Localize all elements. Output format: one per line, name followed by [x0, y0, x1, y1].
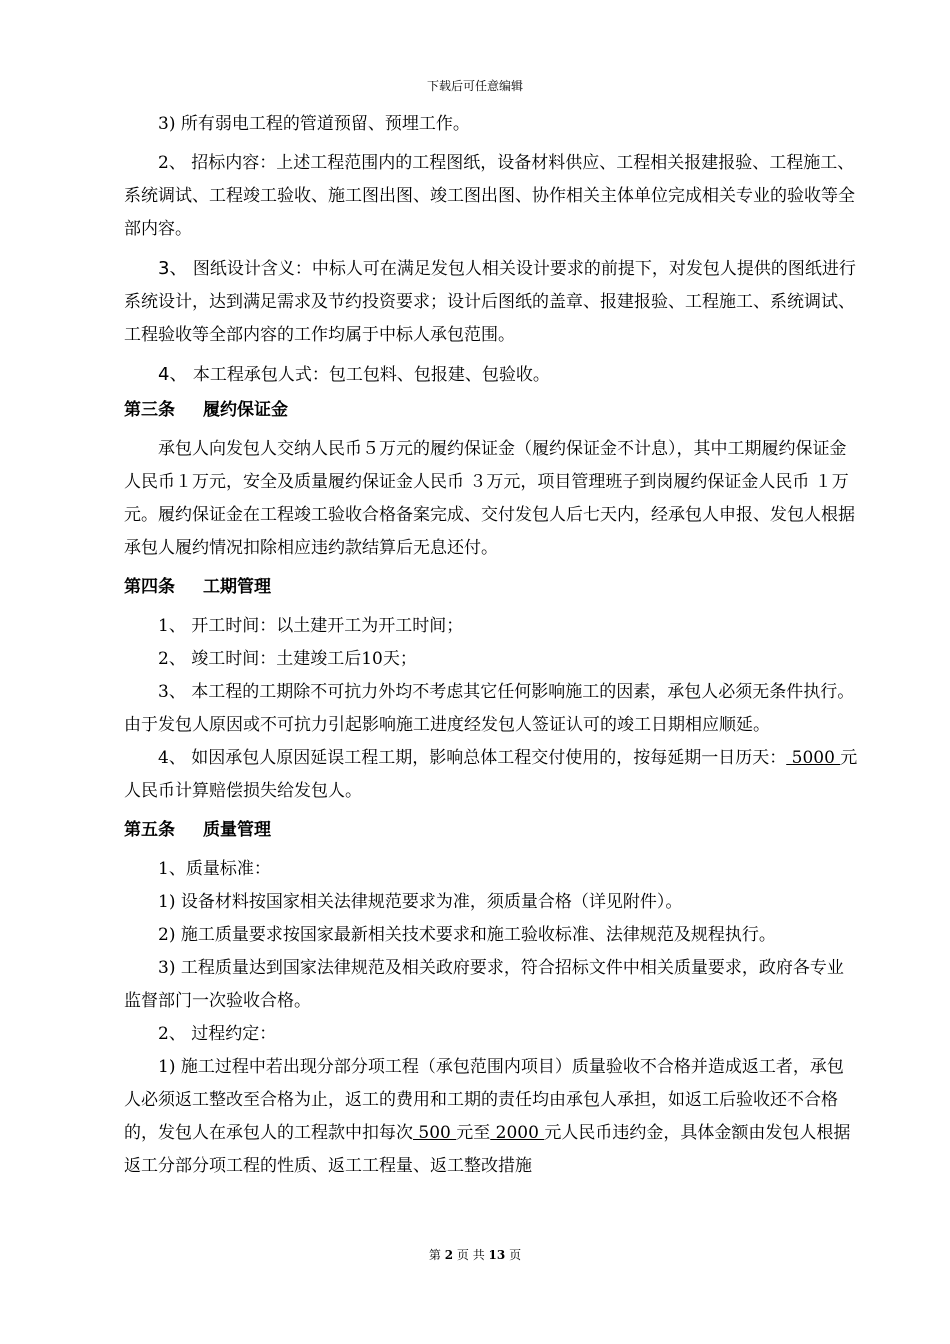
clause-3-paragraph: 承包人向发包人交纳人民币５万元的履约保证金（履约保证金不计息），其中工期履约保证金人民币１万元，安全及质量履约保证金人民币 ３万元，项目管理班子到岗履约保证金人民币 １万元。履约保证金在工程竣工验收合格备案完成、交付发包人后七天内，经承包人申报、发包人根据承包人履约情况扣除相应违约款结算后无息还付。: [124, 439, 855, 558]
clause-2-item-3-sub: 3) 所有弱电工程的管道预留、预埋工作。: [158, 114, 470, 134]
item-text: 1) 施工过程中若出现分部分项工程（承包范围内项目）质量验收不合格并造成返工者，承包人必须返工整改至合格为止，返工的费用和工期的责任均由承包人承担，如返工后验收还不合格的，发包人在承包人的工程款中扣每次: [124, 1057, 844, 1143]
item-text: 元人民币违约金，具体金额由发包人根据返工分部分项工程的性质、返工工程量、返工整改措施: [124, 1123, 851, 1176]
clause-2-item-4: [124, 358, 860, 392]
footer-text: 页 共: [453, 1248, 489, 1262]
clause-label: 第三条: [124, 400, 175, 420]
item-text: 图纸设计含义：中标人可在满足发包人相关设计要求的前提下，对发包人提供的图纸进行系统设计，达到满足需求及节约投资要求；设计后图纸的盖章、报建报验、工程施工、系统调试、工程验收等全部内容的工作均属于中标人承包范围。: [124, 259, 856, 345]
penalty-max-amount: 2000: [490, 1123, 545, 1143]
page-header: 下载后可任意编辑: [426, 79, 523, 93]
clause-4-item-4: [124, 742, 860, 808]
footer-text: 页: [505, 1248, 522, 1262]
clause-4-item-3: 3、 本工程的工期除不可抗力外均不考虑其它任何影响施工的因素，承包人必须无条件执行。由于发包人原因或不可抗力引起影响施工进度经发包人签证认可的竣工日期相应顺延。: [124, 682, 855, 735]
item-number: 4、: [158, 364, 188, 385]
clause-5-item-1-1: 1) 设备材料按国家相关法律规范要求为准，须质量合格（详见附件）。: [158, 892, 683, 912]
item-text: 本工程承包人式：包工包料、包报建、包验收。: [187, 365, 550, 385]
clause-title: 质量管理: [203, 820, 271, 840]
document-body: [124, 108, 860, 1183]
penalty-amount: 5000: [786, 748, 841, 768]
item-text: 元人民币计算赔偿损失给发包人。: [124, 748, 858, 801]
clause-label: 第四条: [124, 577, 175, 597]
clause-5-item-2-1: [124, 1051, 860, 1183]
item-text: 元至: [456, 1123, 491, 1143]
item-text: 招标内容：上述工程范围内的工程图纸，设备材料供应、工程相关报建报验、工程施工、系统调试、工程竣工验收、施工图出图、竣工图出图、协作相关主体单位完成相关专业的验收等全部内容。: [124, 153, 855, 239]
clause-5-item-1-2: 2) 施工质量要求按国家最新相关技术要求和施工验收标准、法律规范及规程执行。: [158, 925, 776, 945]
clause-title: 履约保证金: [203, 400, 288, 420]
clause-4-heading: [124, 571, 860, 604]
item-text: 4、 如因承包人原因延误工程工期，影响总体工程交付使用的，按每延期一日历天：: [158, 748, 787, 768]
clause-5-item-2: 2、 过程约定：: [158, 1024, 277, 1044]
clause-4-item-1: 1、 开工时间：以土建开工为开工时间；: [158, 616, 464, 636]
clause-5-item-1: 1、质量标准：: [158, 859, 271, 879]
item-number: 3、: [158, 258, 188, 279]
item-number: 2、: [158, 153, 186, 173]
page-number: 2: [444, 1248, 454, 1262]
total-pages: 13: [488, 1248, 506, 1262]
penalty-min-amount: 500: [413, 1123, 457, 1143]
footer-text: 第: [428, 1248, 445, 1262]
clause-2-item-2: [124, 147, 860, 246]
page-footer: [0, 1247, 950, 1263]
clause-2-item-3: [124, 252, 860, 352]
clause-5-item-1-3: 3) 工程质量达到国家法律规范及相关政府要求，符合招标文件中相关质量要求，政府各专业监督部门一次验收合格。: [124, 958, 844, 1011]
clause-5-heading: [124, 814, 860, 847]
clause-label: 第五条: [124, 820, 175, 840]
clause-3-heading: [124, 394, 860, 427]
clause-4-item-2: 2、 竣工时间：土建竣工后10天；: [158, 649, 417, 669]
clause-title: 工期管理: [203, 577, 271, 597]
